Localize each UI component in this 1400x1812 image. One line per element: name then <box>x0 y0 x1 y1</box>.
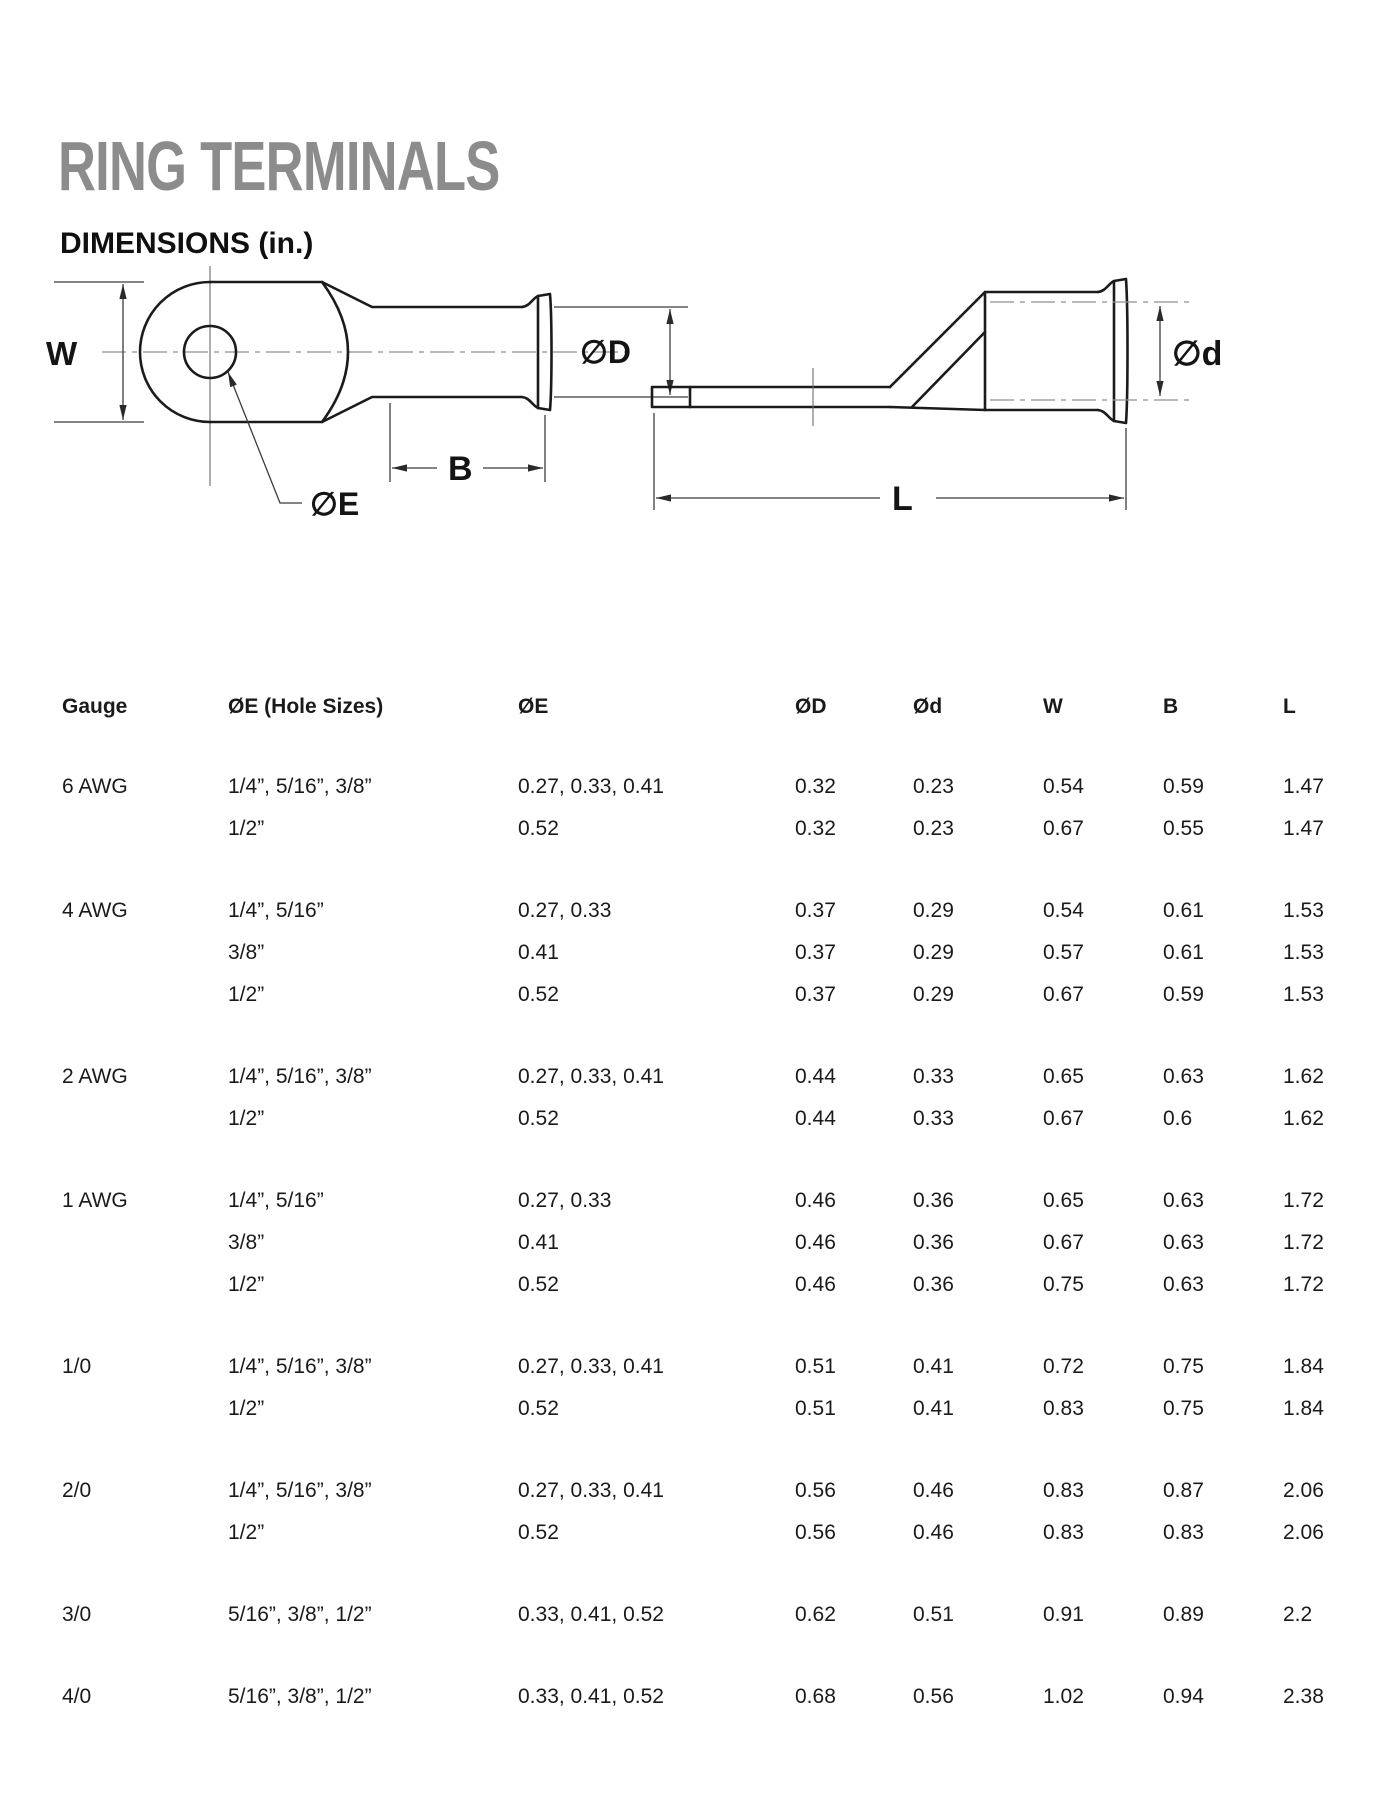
cell-b: 0.75 <box>1163 1397 1204 1420</box>
b-label: B <box>448 450 473 488</box>
cell-hole-sizes: 1/2” <box>228 817 265 840</box>
cell-oe: 0.27, 0.33 <box>518 1189 612 1212</box>
cell-w: 1.02 <box>1043 1685 1084 1708</box>
cell-gauge: 3/0 <box>62 1603 92 1626</box>
cell-l: 2.06 <box>1283 1479 1324 1502</box>
cell-gauge <box>62 1264 228 1306</box>
cell-l: 1.62 <box>1283 1065 1324 1088</box>
table-row <box>62 890 1392 932</box>
cell-od-small: 0.29 <box>913 899 954 922</box>
table-row <box>62 1676 1392 1718</box>
cell-od: 0.32 <box>795 775 836 798</box>
col-header-b: B <box>1163 695 1179 718</box>
dimensions-table <box>62 686 1392 1718</box>
page-title: RING TERMINALS <box>58 126 500 205</box>
cell-gauge <box>62 1388 228 1430</box>
col-header-gauge: Gauge <box>62 695 128 718</box>
cell-hole-sizes: 5/16”, 3/8”, 1/2” <box>228 1685 372 1708</box>
cell-w: 0.67 <box>1043 1231 1084 1254</box>
cell-b: 0.83 <box>1163 1521 1204 1544</box>
cell-od: 0.56 <box>795 1479 836 1502</box>
cell-l: 2.2 <box>1283 1603 1313 1626</box>
cell-w: 0.83 <box>1043 1521 1084 1544</box>
cell-oe: 0.33, 0.41, 0.52 <box>518 1603 664 1626</box>
cell-l: 1.72 <box>1283 1189 1324 1212</box>
cell-hole-sizes: 5/16”, 3/8”, 1/2” <box>228 1603 372 1626</box>
cell-b: 0.94 <box>1163 1685 1204 1708</box>
terminal-top-edge <box>210 282 522 307</box>
cell-od-small: 0.41 <box>913 1355 954 1378</box>
cell-w: 0.65 <box>1043 1065 1084 1088</box>
cell-oe: 0.52 <box>518 1397 559 1420</box>
dia-e-label: ∅E <box>310 486 360 522</box>
table-body <box>62 766 1392 1718</box>
cell-b: 0.89 <box>1163 1603 1204 1626</box>
cell-hole-sizes: 1/4”, 5/16”, 3/8” <box>228 1355 372 1378</box>
cell-od: 0.56 <box>795 1521 836 1544</box>
cell-od-small: 0.46 <box>913 1521 954 1544</box>
cell-hole-sizes: 3/8” <box>228 1231 265 1254</box>
cell-gauge <box>62 1222 228 1264</box>
cell-gauge: 4 AWG <box>62 899 128 922</box>
cell-l: 2.06 <box>1283 1521 1324 1544</box>
cell-l: 1.84 <box>1283 1355 1324 1378</box>
table-row <box>62 1388 1392 1430</box>
flare-bottom <box>522 397 538 408</box>
cell-b: 0.87 <box>1163 1479 1204 1502</box>
col-header-l: L <box>1283 695 1296 718</box>
cell-gauge <box>62 974 228 1016</box>
dia-d-label: ∅D <box>580 334 631 370</box>
top-view-drawing <box>46 266 688 522</box>
col-header-hole-sizes: ØE (Hole Sizes) <box>228 695 384 718</box>
cell-od: 0.44 <box>795 1107 836 1130</box>
cell-oe: 0.27, 0.33, 0.41 <box>518 1065 664 1088</box>
cell-oe: 0.41 <box>518 941 559 964</box>
cell-l: 2.38 <box>1283 1685 1324 1708</box>
cell-od: 0.51 <box>795 1397 836 1420</box>
bend-outer-edge <box>890 292 985 387</box>
cell-w: 0.65 <box>1043 1189 1084 1212</box>
cell-od-small: 0.29 <box>913 983 954 1006</box>
cell-hole-sizes: 1/2” <box>228 1397 265 1420</box>
cell-l: 1.53 <box>1283 983 1324 1006</box>
cell-oe: 0.27, 0.33 <box>518 899 612 922</box>
cell-w: 0.83 <box>1043 1397 1084 1420</box>
cell-b: 0.59 <box>1163 775 1204 798</box>
table-row <box>62 1056 1392 1098</box>
cell-w: 0.91 <box>1043 1603 1084 1626</box>
cell-b: 0.6 <box>1163 1107 1193 1130</box>
cell-od: 0.37 <box>795 941 836 964</box>
cell-hole-sizes: 1/4”, 5/16”, 3/8” <box>228 1479 372 1502</box>
cell-od: 0.44 <box>795 1065 836 1088</box>
table-row <box>62 1346 1392 1388</box>
col-header-w: W <box>1043 695 1063 718</box>
terminal-bottom-edge <box>210 397 522 422</box>
cell-od-small: 0.29 <box>913 941 954 964</box>
cell-b: 0.59 <box>1163 983 1204 1006</box>
cell-hole-sizes: 1/2” <box>228 1107 265 1130</box>
side-flare-lip <box>1114 279 1128 423</box>
cell-b: 0.63 <box>1163 1273 1204 1296</box>
dimensions-heading: DIMENSIONS (in.) <box>60 226 314 260</box>
cell-hole-sizes: 1/4”, 5/16” <box>228 899 324 922</box>
cell-od: 0.46 <box>795 1189 836 1212</box>
cell-hole-sizes: 1/2” <box>228 983 265 1006</box>
col-header-oe: ØE <box>518 695 549 718</box>
cell-od: 0.62 <box>795 1603 836 1626</box>
cell-od: 0.68 <box>795 1685 836 1708</box>
cell-w: 0.54 <box>1043 899 1084 922</box>
table-row <box>62 1264 1392 1306</box>
cell-hole-sizes: 1/2” <box>228 1273 265 1296</box>
cell-w: 0.57 <box>1043 941 1084 964</box>
cell-od-small: 0.36 <box>913 1231 954 1254</box>
table-row <box>62 1098 1392 1140</box>
cell-oe: 0.52 <box>518 1521 559 1544</box>
cell-gauge: 6 AWG <box>62 775 128 798</box>
cell-gauge: 4/0 <box>62 1685 92 1708</box>
barrel-outline <box>985 292 1098 410</box>
cell-gauge: 1 AWG <box>62 1189 128 1212</box>
cell-od-small: 0.51 <box>913 1603 954 1626</box>
cell-od-small: 0.23 <box>913 775 954 798</box>
cell-b: 0.63 <box>1163 1189 1204 1212</box>
cell-gauge <box>62 1098 228 1140</box>
col-header-od: ØD <box>795 695 827 718</box>
cell-od: 0.37 <box>795 983 836 1006</box>
dia-d-small-label: ∅d <box>1172 335 1223 373</box>
cell-l: 1.53 <box>1283 941 1324 964</box>
cell-w: 0.75 <box>1043 1273 1084 1296</box>
cell-b: 0.63 <box>1163 1065 1204 1088</box>
cell-l: 1.84 <box>1283 1397 1324 1420</box>
cell-oe: 0.52 <box>518 1107 559 1130</box>
cell-od: 0.46 <box>795 1273 836 1296</box>
cell-l: 1.72 <box>1283 1231 1324 1254</box>
cell-b: 0.75 <box>1163 1355 1204 1378</box>
bend-inner-edge <box>912 332 985 407</box>
cell-od-small: 0.36 <box>913 1273 954 1296</box>
table-row <box>62 1470 1392 1512</box>
cell-od: 0.51 <box>795 1355 836 1378</box>
cell-oe: 0.27, 0.33, 0.41 <box>518 1355 664 1378</box>
cell-od-small: 0.56 <box>913 1685 954 1708</box>
cell-hole-sizes: 1/4”, 5/16”, 3/8” <box>228 775 372 798</box>
col-header-od-small: Ød <box>913 695 943 718</box>
cell-hole-sizes: 3/8” <box>228 941 265 964</box>
cell-oe: 0.41 <box>518 1231 559 1254</box>
cell-l: 1.62 <box>1283 1107 1324 1130</box>
cell-w: 0.67 <box>1043 817 1084 840</box>
cell-gauge: 2 AWG <box>62 1065 128 1088</box>
cell-oe: 0.27, 0.33, 0.41 <box>518 775 664 798</box>
cell-w: 0.83 <box>1043 1479 1084 1502</box>
cell-gauge: 1/0 <box>62 1355 92 1378</box>
cell-od-small: 0.46 <box>913 1479 954 1502</box>
table-row <box>62 1222 1392 1264</box>
cell-hole-sizes: 1/2” <box>228 1521 265 1544</box>
cell-w: 0.67 <box>1043 1107 1084 1130</box>
table-row <box>62 808 1392 850</box>
cell-l: 1.53 <box>1283 899 1324 922</box>
cell-oe: 0.27, 0.33, 0.41 <box>518 1479 664 1502</box>
cell-w: 0.54 <box>1043 775 1084 798</box>
cell-b: 0.55 <box>1163 817 1204 840</box>
cell-oe: 0.52 <box>518 983 559 1006</box>
cell-gauge: 2/0 <box>62 1479 92 1502</box>
dia-e-leader <box>228 372 302 503</box>
table-row <box>62 932 1392 974</box>
cell-l: 1.72 <box>1283 1273 1324 1296</box>
flare-top <box>522 296 538 307</box>
cell-od: 0.37 <box>795 899 836 922</box>
side-flare-top <box>1098 281 1114 292</box>
l-label: L <box>892 480 913 518</box>
cell-w: 0.67 <box>1043 983 1084 1006</box>
cell-b: 0.61 <box>1163 941 1204 964</box>
cell-w: 0.72 <box>1043 1355 1084 1378</box>
cell-gauge <box>62 808 228 850</box>
cell-oe: 0.52 <box>518 817 559 840</box>
side-flare-bottom <box>1098 410 1114 421</box>
w-label: W <box>46 335 78 372</box>
cell-oe: 0.33, 0.41, 0.52 <box>518 1685 664 1708</box>
cell-hole-sizes: 1/4”, 5/16”, 3/8” <box>228 1065 372 1088</box>
table-header-row <box>62 686 1392 728</box>
ring-terminal-technical-drawing <box>40 258 1240 568</box>
side-view-drawing <box>652 279 1222 518</box>
cell-od-small: 0.23 <box>913 817 954 840</box>
bend-bottom-edge <box>890 407 985 410</box>
cell-gauge <box>62 932 228 974</box>
cell-b: 0.63 <box>1163 1231 1204 1254</box>
cell-od-small: 0.33 <box>913 1107 954 1130</box>
table-row <box>62 1594 1392 1636</box>
table-row <box>62 766 1392 808</box>
cell-od: 0.46 <box>795 1231 836 1254</box>
cell-od-small: 0.33 <box>913 1065 954 1088</box>
table-row <box>62 1180 1392 1222</box>
cell-l: 1.47 <box>1283 817 1324 840</box>
cell-od: 0.32 <box>795 817 836 840</box>
cell-od-small: 0.36 <box>913 1189 954 1212</box>
cell-oe: 0.52 <box>518 1273 559 1296</box>
cell-od-small: 0.41 <box>913 1397 954 1420</box>
cell-hole-sizes: 1/4”, 5/16” <box>228 1189 324 1212</box>
cell-b: 0.61 <box>1163 899 1204 922</box>
table-row <box>62 974 1392 1016</box>
table-row <box>62 1512 1392 1554</box>
cell-gauge <box>62 1512 228 1554</box>
cell-l: 1.47 <box>1283 775 1324 798</box>
